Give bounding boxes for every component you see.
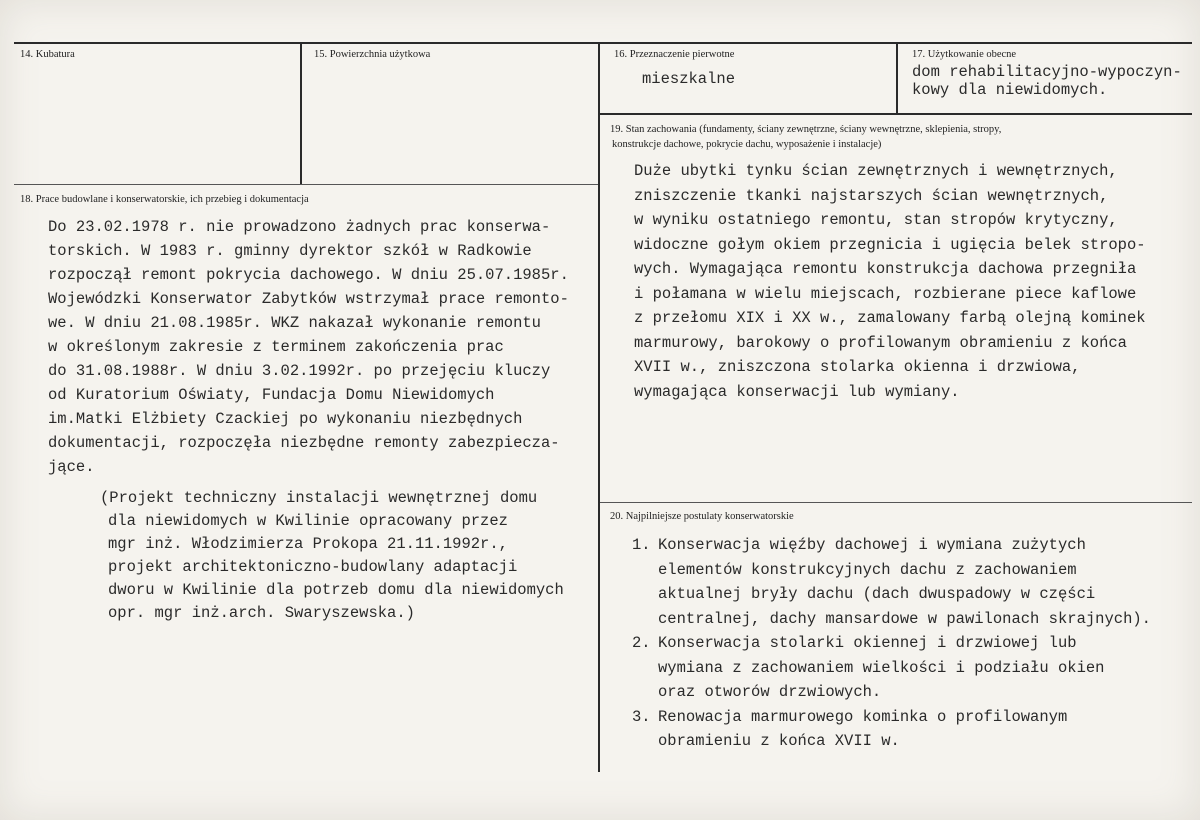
project-line: mgr inż. Włodzimierza Prokopa 21.11.1992r., <box>108 535 508 553</box>
field-18-line: dokumentacji, rozpoczęła niezbędne remonty zabezpiecza- <box>48 434 560 452</box>
field-14-label: 14. Kubatura <box>20 49 75 60</box>
field-16-value: mieszkalne <box>642 70 736 88</box>
field-17-value <box>912 63 1182 99</box>
field-18-label: 18. Prace budowlane i konserwatorskie, ich przebieg i dokumentacja <box>20 194 309 205</box>
field-18-line: jące. <box>48 458 95 476</box>
postulate-line: elementów konstrukcyjnych dachu z zachowaniem <box>658 560 1077 579</box>
field-19-text <box>634 159 1146 404</box>
field-17-line: dom rehabilitacyjno-wypoczyn- <box>912 63 1182 81</box>
field-19-label-line: konstrukcje dachowe, pokrycie dachu, wyposażenie i instalacje) <box>612 139 882 150</box>
postulate-item-2 <box>632 631 1151 705</box>
field-19-line: Duże ubytki tynku ścian zewnętrznych i wewnętrznych, <box>634 162 1118 180</box>
project-line: projekt architektoniczno-budowlany adaptacji <box>108 558 518 576</box>
field-19-line: marmurowy, barokowy o profilowanym obramieniu z końca <box>634 333 1127 352</box>
divider-16-17 <box>896 42 898 114</box>
field-19-line: zniszczenie tkanki najstarszych ścian wewnętrznych, <box>634 186 1109 205</box>
field-18-line: we. W dniu 21.08.1985r. WKZ nakazał wykonanie remontu <box>48 314 541 332</box>
field-19-label <box>610 122 1001 152</box>
field-19-line: wymagająca konserwacji lub wymiany. <box>634 382 960 401</box>
postulate-line: centralnej, dachy mansardowe w pawilonach skrajnych). <box>658 609 1151 628</box>
postulate-number: 1. <box>632 536 651 554</box>
field-19-line: wych. Wymagająca remontu konstrukcja dachowa przegniła <box>634 260 1137 278</box>
field-19-line: z przełomu XIX i XX w., zamalowany farbą olejną kominek <box>634 309 1146 327</box>
postulate-line: Konserwacja więźby dachowej i wymiana zużytych <box>658 536 1086 554</box>
field-18-line: w określonym zakresie z terminem zakończenia prac <box>48 338 504 356</box>
rule-under-16-17 <box>600 113 1192 115</box>
field-19-line: w wyniku ostatniego remontu, stan stropów krytyczny, <box>634 211 1118 229</box>
postulate-number: 2. <box>632 634 651 652</box>
postulate-line: Konserwacja stolarki okiennej i drzwiowej lub <box>658 634 1077 652</box>
postulate-line: wymiana z zachowaniem wielkości i podziału okien <box>658 658 1105 677</box>
field-18-text <box>48 215 569 479</box>
field-18-line: torskich. W 1983 r. gminny dyrektor szkół w Radkowie <box>48 242 532 260</box>
top-rule <box>14 42 1192 44</box>
divider-14-15 <box>300 42 302 184</box>
field-18-project-note <box>100 487 564 625</box>
field-19-line: i połamana w wielu miejscach, rozbierane piece kaflowe <box>634 284 1137 303</box>
rule-above-20 <box>600 502 1192 503</box>
postulate-line: Renowacja marmurowego kominka o profilowanym <box>658 707 1068 726</box>
field-19-line: XVII w., zniszczona stolarka okienna i drzwiowa, <box>634 358 1081 376</box>
field-18-line: Do 23.02.1978 r. nie prowadzono żadnych prac konserwa- <box>48 218 551 236</box>
postulate-number: 3. <box>632 707 651 726</box>
postulate-item-3 <box>632 705 1151 754</box>
project-line: dla niewidomych w Kwilinie opracowany przez <box>108 512 508 530</box>
field-15-label: 15. Powierzchnia użytkowa <box>314 49 431 60</box>
field-17-label: 17. Użytkowanie obecne <box>912 49 1017 60</box>
field-19-line: widoczne gołym okiem przegnicia i ugięcia belek stropo- <box>634 235 1146 254</box>
field-19-label-line: 19. Stan zachowania (fundamenty, ściany zewnętrzne, ściany wewnętrzne, sklepienia, stropy, <box>610 124 1002 135</box>
postulate-line: aktualnej bryły dachu (dach dwuspadowy w części <box>658 585 1096 603</box>
field-18-line: od Kuratorium Oświaty, Fundacja Domu Niewidomych <box>48 386 495 404</box>
field-18-line: rozpoczął remont pokrycia dachowego. W dniu 25.07.1985r. <box>48 266 569 284</box>
field-18-line: Wojewódzki Konserwator Zabytków wstrzymał prace remonto- <box>48 290 569 308</box>
field-18-line: do 31.08.1988r. W dniu 3.02.1992r. po przejęciu kluczy <box>48 362 551 380</box>
field-16-label: 16. Przeznaczenie pierwotne <box>614 49 735 60</box>
project-line: dworu w Kwilinie dla potrzeb domu dla niewidomych <box>108 581 564 599</box>
postulate-line: obramieniu z końca XVII w. <box>658 732 900 750</box>
postulate-line: oraz otworów drzwiowych. <box>658 683 882 701</box>
project-line: opr. mgr inż.arch. Swaryszewska.) <box>108 604 415 622</box>
field-20-list <box>632 533 1151 754</box>
center-divider <box>598 42 600 772</box>
field-17-line: kowy dla niewidomych. <box>912 81 1108 99</box>
field-18-line: im.Matki Elżbiety Czackiej po wykonaniu niezbędnych <box>48 410 523 428</box>
project-line: (Projekt techniczny instalacji wewnętrznej domu <box>100 489 538 507</box>
field-20-label: 20. Najpilniejsze postulaty konserwatorskie <box>610 511 794 522</box>
postulate-item-1 <box>632 533 1151 631</box>
rule-above-18 <box>14 184 598 185</box>
